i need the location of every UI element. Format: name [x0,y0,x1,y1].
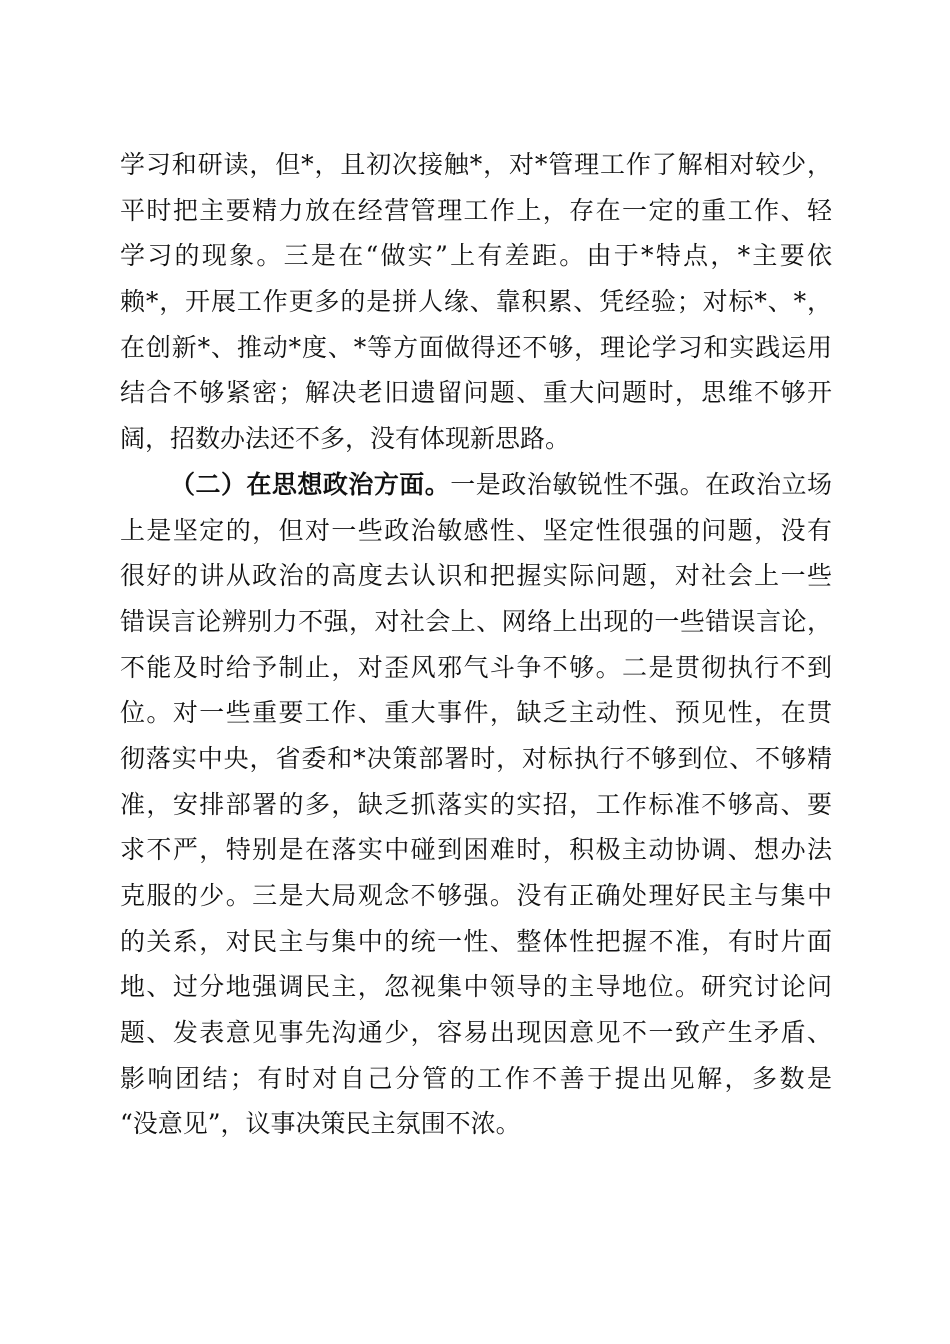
paragraph-line: 在创新*、推动*度、*等方面做得还不够，理论学习和实践运用 [120,332,832,362]
section-heading: （二）在思想政治方面。 [170,469,451,499]
paragraph-line: 彻落实中央，省委和*决策部署时，对标执行不够到位、不够精 [120,743,832,773]
paragraph-1 [120,142,832,462]
paragraph-line: 结合不够紧密；解决老旧遗留问题、重大问题时，思维不够开 [120,378,832,408]
paragraph-line: “没意见”，议事决策民主氛围不浓。 [120,1109,521,1139]
paragraph-line: 上是坚定的，但对一些政治敏感性、坚定性很强的问题，没有 [120,515,832,545]
paragraph-line: 平时把主要精力放在经营管理工作上，存在一定的重工作、轻 [120,195,832,225]
paragraph-text: 一是政治敏锐性不强。在政治立场 [450,469,832,499]
paragraph-line: 不能及时给予制止，对歪风邪气斗争不够。二是贯彻执行不到 [120,652,832,682]
paragraph-2 [120,462,832,1147]
paragraph-line: 学习和研读，但*，且初次接触*，对*管理工作了解相对较少， [120,150,832,179]
paragraph-line: 的关系，对民主与集中的统一性、整体性把握不准，有时片面 [120,926,832,956]
paragraph-line: 克服的少。三是大局观念不够强。没有正确处理好民主与集中 [120,881,832,910]
paragraph-line: 求不严，特别是在落实中碰到困难时，积极主动协调、想办法 [120,835,832,865]
paragraph-line: 影响团结；有时对自己分管的工作不善于提出见解，多数是 [120,1063,832,1093]
paragraph-line: 位。对一些重要工作、重大事件，缺乏主动性、预见性，在贯 [120,698,832,728]
paragraph-line: 准，安排部署的多，缺乏抓落实的实招，工作标准不够高、要 [120,789,832,819]
paragraph-line: 地、过分地强调民主，忽视集中领导的主导地位。研究讨论问 [120,972,832,1002]
paragraph-line: 很好的讲从政治的高度去认识和把握实际问题，对社会上一些 [120,561,832,591]
paragraph-line: 阔，招数办法还不多，没有体现新思路。 [120,424,571,454]
paragraph-line: 学习的现象。三是在“做实”上有差距。由于*特点，*主要依 [120,241,832,271]
paragraph-line: 错误言论辨别力不强，对社会上、网络上出现的一些错误言论， [120,606,832,636]
paragraph-line: 赖*，开展工作更多的是拼人缘、靠积累、凭经验；对标*、*， [120,287,832,317]
body-text [120,142,832,1147]
paragraph-first-line [120,462,832,508]
paragraph-line: 题、发表意见事先沟通少，容易出现因意见不一致产生矛盾、 [120,1018,832,1048]
